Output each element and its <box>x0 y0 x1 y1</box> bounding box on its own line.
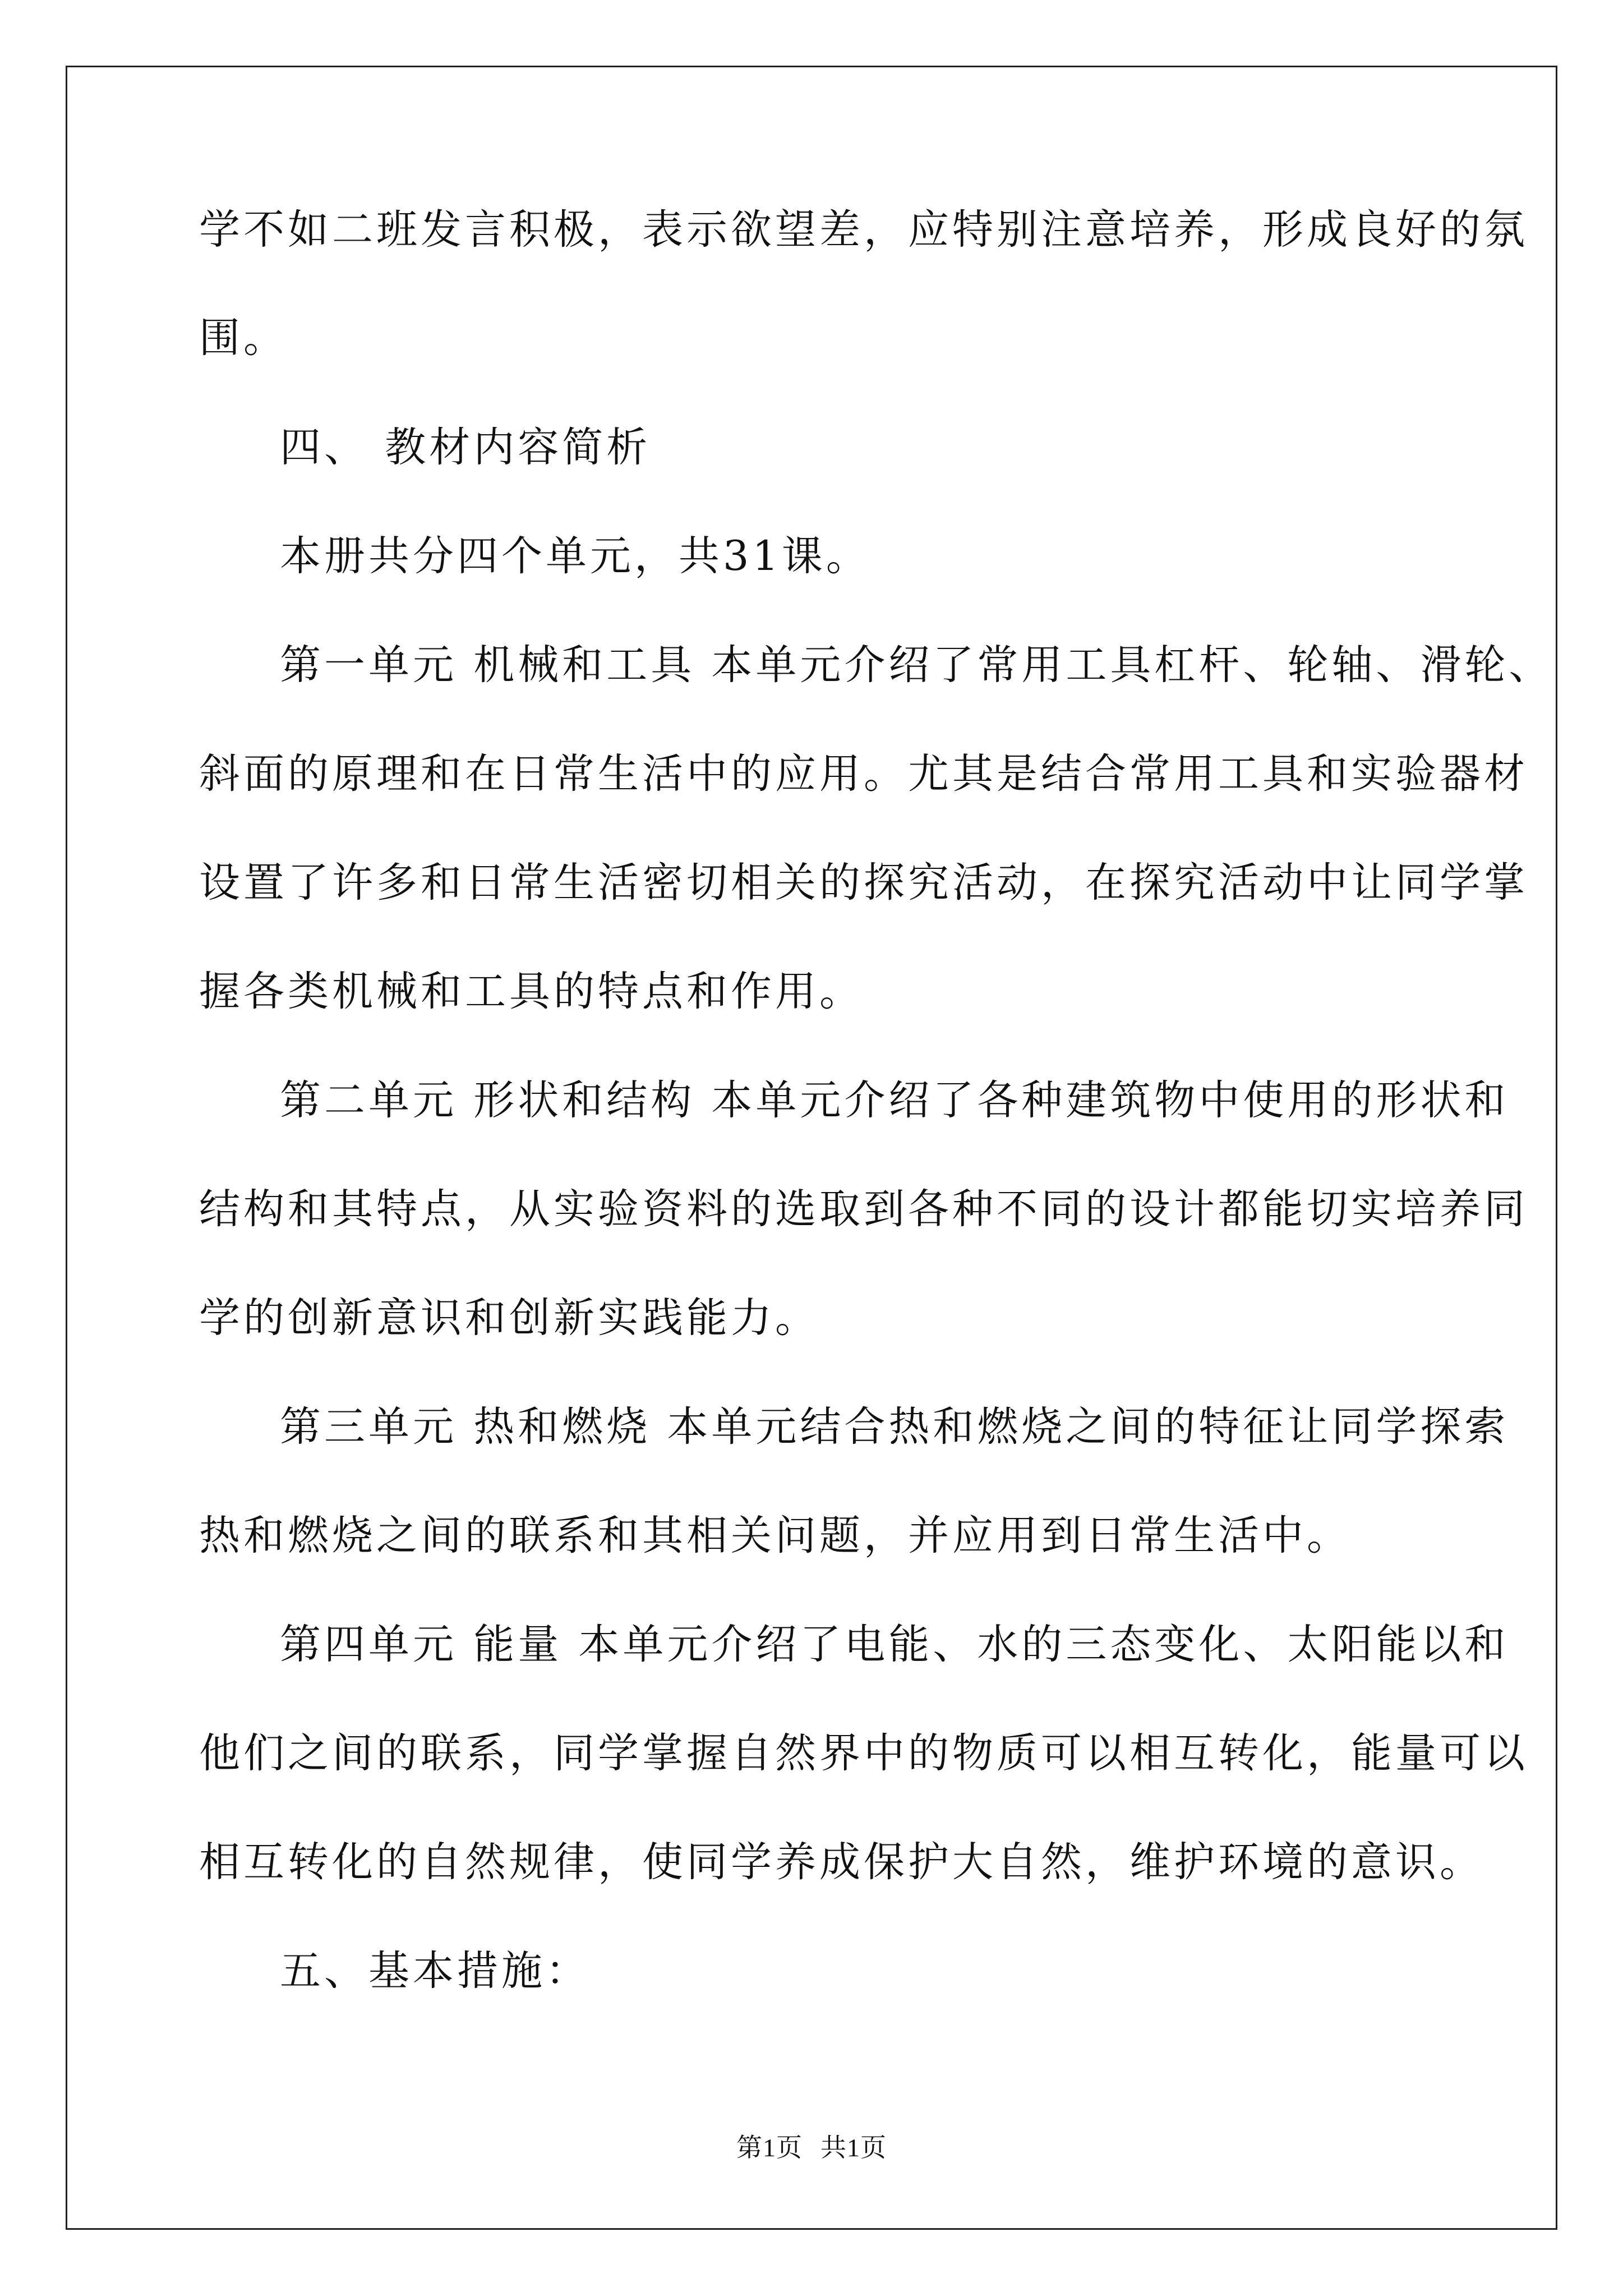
body-line: 握各类机械和工具的特点和作用。 <box>199 968 864 1015</box>
page-border <box>66 66 1557 2230</box>
body-line: 围。 <box>199 314 288 362</box>
body-line: 学不如二班发言积极，表示欲望差，应特别注意培养，形成良好的氛 <box>199 206 1528 254</box>
body-line: 第一单元 机械和工具 本单元介绍了常用工具杠杆、轮轴、滑轮、 <box>280 641 1553 689</box>
section-heading: 四、 教材内容简析 <box>280 424 651 471</box>
body-line: 第三单元 热和燃烧 本单元结合热和燃烧之间的特征让同学探索 <box>280 1403 1509 1451</box>
section-heading: 五、基本措施： <box>280 1947 590 1995</box>
body-line: 斜面的原理和在日常生活中的应用。尤其是结合常用工具和实验器材 <box>199 750 1528 798</box>
body-line: 设置了许多和日常生活密切相关的探究活动，在探究活动中让同学掌 <box>199 859 1528 907</box>
body-line: 第四单元 能量 本单元介绍了电能、水的三态变化、太阳能以和 <box>280 1621 1509 1668</box>
body-line: 第二单元 形状和结构 本单元介绍了各种建筑物中使用的形状和 <box>280 1076 1509 1124</box>
body-line: 热和燃烧之间的联系和其相关问题，并应用到日常生活中。 <box>199 1512 1351 1559</box>
page-footer <box>0 2127 1623 2164</box>
page-total: 共1页 <box>820 2133 887 2162</box>
body-line: 学的创新意识和创新实践能力。 <box>199 1294 819 1342</box>
page-number: 第1页 <box>736 2133 803 2162</box>
body-line: 相互转化的自然规律，使同学养成保护大自然，维护环境的意识。 <box>199 1838 1484 1886</box>
body-line: 他们之间的联系，同学掌握自然界中的物质可以相互转化，能量可以 <box>199 1729 1528 1777</box>
body-line: 本册共分四个单元，共31课。 <box>280 532 870 580</box>
body-line: 结构和其特点，从实验资料的选取到各种不同的设计都能切实培养同 <box>199 1185 1528 1233</box>
